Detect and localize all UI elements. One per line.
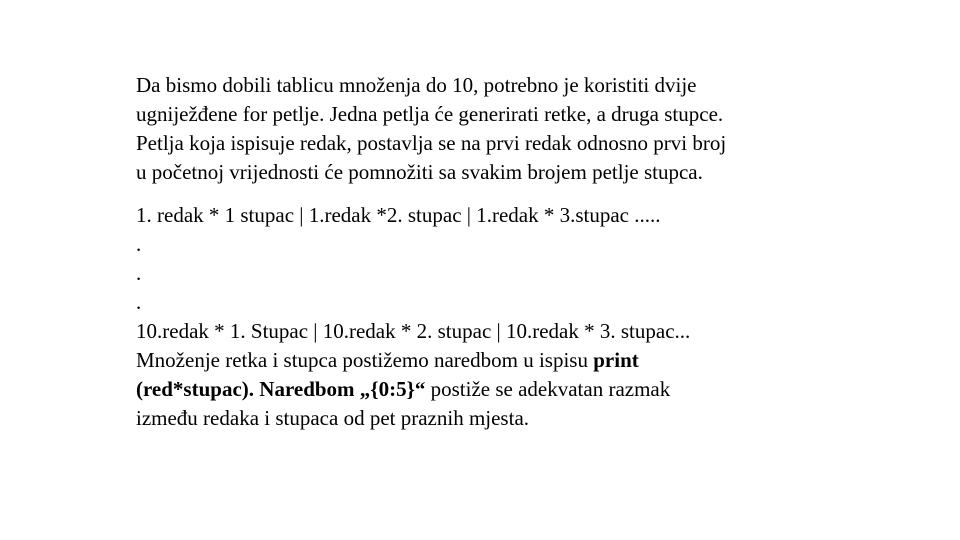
- paragraph-2-line-6: [136, 346, 836, 375]
- paragraph-2-dot-1: .: [136, 232, 142, 256]
- paragraph-1-line-2: ugniježđene for petlje. Jedna petlja će generirati retke, a druga stupce.: [136, 102, 724, 126]
- paragraph-2-line-5: 10.redak * 1. Stupac | 10.redak * 2. stupac | 10.redak * 3. stupac...: [136, 319, 691, 343]
- line-7-text: postiže se adekvatan razmak: [425, 377, 671, 401]
- line-6-text: Množenje retka i stupca postižemo naredbom u ispisu: [136, 348, 594, 372]
- paragraph-2-line-1: 1. redak * 1 stupac | 1.redak *2. stupac | 1.redak * 3.stupac .....: [136, 203, 661, 227]
- paragraph-2-dot-3: .: [136, 290, 142, 314]
- paragraph-1-line-3: Petlja koja ispisuje redak, postavlja se na prvi redak odnosno prvi broj: [136, 131, 727, 155]
- paragraph-2-line-8: između redaka i stupaca od pet praznih mjesta.: [136, 406, 530, 430]
- paragraph-2-dot-2: .: [136, 261, 142, 285]
- text-block: [136, 71, 836, 433]
- line-6-bold: print: [593, 348, 639, 372]
- paragraph-1-line-4: u početnoj vrijednosti će pomnožiti sa svakim brojem petlje stupca.: [136, 160, 703, 184]
- paragraph-2-line-7: [136, 375, 836, 404]
- paragraph-gap: [136, 187, 836, 201]
- paragraph-1-line-1: Da bismo dobili tablicu množenja do 10, potrebno je koristiti dvije: [136, 73, 697, 97]
- line-7-bold: (red*stupac). Naredbom „{0:5}“: [136, 377, 426, 401]
